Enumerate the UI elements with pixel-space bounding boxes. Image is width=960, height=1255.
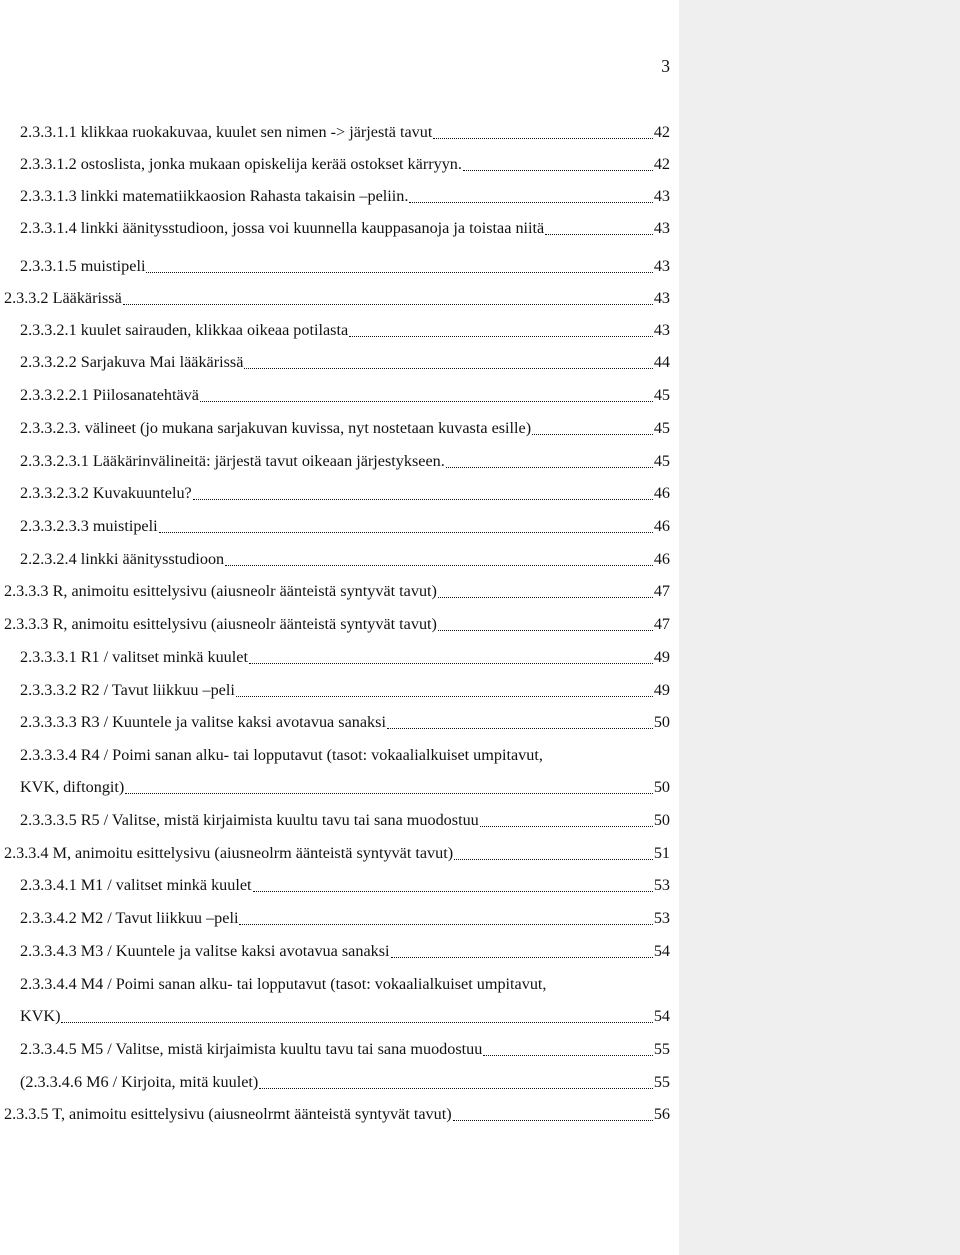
dot-leader xyxy=(236,696,653,697)
toc-entry[interactable] xyxy=(20,254,670,278)
toc-entry[interactable] xyxy=(20,775,670,799)
toc-entry-title: 2.3.3.1.5 muistipeli xyxy=(20,257,146,275)
toc-entry-page: 42 xyxy=(653,155,670,173)
toc-entry[interactable] xyxy=(4,286,670,310)
dot-leader xyxy=(239,924,652,925)
dot-leader xyxy=(454,859,653,860)
dot-leader xyxy=(349,336,653,337)
toc-entry-title: 2.3.3.3.3 R3 / Kuuntele ja valitse kaksi avotavua sanaksi xyxy=(20,713,386,731)
dot-leader xyxy=(249,663,653,664)
toc-entry-page: 46 xyxy=(653,550,670,568)
toc-entry-title: 2.3.3.1.2 ostoslista, jonka mukaan opiskelija kerää ostokset kärryyn. xyxy=(20,155,462,173)
toc-entry-page: 51 xyxy=(653,844,670,862)
dot-leader xyxy=(244,368,652,369)
toc-entry-page: 43 xyxy=(653,321,670,339)
toc-entry[interactable] xyxy=(20,547,670,571)
toc-entry[interactable] xyxy=(20,1004,670,1028)
dot-leader xyxy=(387,728,653,729)
dot-leader xyxy=(483,1055,652,1056)
toc-entry-title: 2.3.3.2.3.1 Lääkärinvälineitä: järjestä tavut oikeaan järjestykseen. xyxy=(20,452,445,470)
toc-entry[interactable] xyxy=(20,808,670,832)
toc-entry[interactable] xyxy=(20,1070,670,1094)
toc-entry-page: 54 xyxy=(653,942,670,960)
dot-leader xyxy=(438,630,653,631)
dot-leader xyxy=(225,565,653,566)
toc-entry-title: 2.3.3.3.1 R1 / valitset minkä kuulet xyxy=(20,648,248,666)
toc-entry-title: 2.3.3.3 R, animoitu esittelysivu (aiusneolr äänteistä syntyvät tavut) xyxy=(4,582,437,600)
toc-entry-title[interactable]: 2.3.3.3.4 R4 / Poimi sanan alku- tai lopputavut (tasot: vokaalialkuiset umpitavut, xyxy=(20,746,543,764)
toc-entry[interactable] xyxy=(20,416,670,440)
toc-entry-page: 44 xyxy=(653,353,670,371)
toc-entry-title[interactable]: 2.3.3.4.4 M4 / Poimi sanan alku- tai lopputavut (tasot: vokaalialkuiset umpitavut, xyxy=(20,975,547,993)
dot-leader xyxy=(193,499,653,500)
toc-entry-title: 2.3.3.4.3 M3 / Kuuntele ja valitse kaksi avotavua sanaksi xyxy=(20,942,390,960)
toc-entry[interactable] xyxy=(20,906,670,930)
toc-entry-title: 2.3.3.4.5 M5 / Valitse, mistä kirjaimista kuultu tavu tai sana muodostuu xyxy=(20,1040,483,1058)
toc-entry[interactable] xyxy=(20,318,670,342)
toc-entry[interactable] xyxy=(20,514,670,538)
toc-entry[interactable] xyxy=(20,383,670,407)
toc-entry-page: 46 xyxy=(653,484,670,502)
toc-entry-page: 43 xyxy=(653,289,670,307)
toc-entry-title: 2.2.3.2.4 linkki äänitysstudioon xyxy=(20,550,225,568)
toc-entry[interactable] xyxy=(4,612,670,636)
toc-entry-title: 2.3.3.2.3. välineet (jo mukana sarjakuvan kuvissa, nyt nostetaan kuvasta esille) xyxy=(20,419,532,437)
toc-entry-page: 55 xyxy=(653,1073,670,1091)
toc-entry-title: 2.3.3.1.4 linkki äänitysstudioon, jossa voi kuunnella kauppasanoja ja toistaa niitä xyxy=(20,219,545,237)
toc-entry-title: 2.3.3.2.1 kuulet sairauden, klikkaa oikeaa potilasta xyxy=(20,321,349,339)
toc-entry-title: 2.3.3.4.2 M2 / Tavut liikkuu –peli xyxy=(20,909,239,927)
toc-entry[interactable] xyxy=(20,152,670,176)
dot-leader xyxy=(125,793,653,794)
dot-leader xyxy=(123,304,653,305)
toc-entry-title: 2.3.3.3.5 R5 / Valitse, mistä kirjaimista kuultu tavu tai sana muodostuu xyxy=(20,811,479,829)
toc-entry-page: 50 xyxy=(653,811,670,829)
toc-entry-page: 43 xyxy=(653,219,670,237)
toc-entry[interactable] xyxy=(4,579,670,603)
dot-leader xyxy=(409,202,652,203)
toc-entry-title-continuation: KVK, diftongit) xyxy=(20,778,125,796)
toc-entry-page: 55 xyxy=(653,1040,670,1058)
toc-entry-title: 2.3.3.1.3 linkki matematiikkaosion Rahasta takaisin –peliin. xyxy=(20,187,409,205)
toc-entry-title: 2.3.3.2.2 Sarjakuva Mai lääkärissä xyxy=(20,353,244,371)
toc-entry[interactable] xyxy=(20,1037,670,1061)
dot-leader xyxy=(146,272,652,273)
toc-entry[interactable] xyxy=(20,350,670,374)
toc-entry[interactable] xyxy=(4,841,670,865)
toc-entry-page: 46 xyxy=(653,517,670,535)
toc-entry-title: (2.3.3.4.6 M6 / Kirjoita, mitä kuulet) xyxy=(20,1073,259,1091)
toc-entry-title: 2.3.3.2.2.1 Piilosanatehtävä xyxy=(20,386,199,404)
dot-leader xyxy=(480,826,653,827)
toc-entry-title: 2.3.3.4.1 M1 / valitset minkä kuulet xyxy=(20,876,252,894)
toc-entry[interactable] xyxy=(4,1102,670,1126)
dot-leader xyxy=(453,1120,653,1121)
toc-entry[interactable] xyxy=(20,216,670,240)
toc-entry-page: 50 xyxy=(653,713,670,731)
toc-entry[interactable] xyxy=(20,939,670,963)
toc-entry-title: 2.3.3.2.3.3 muistipeli xyxy=(20,517,158,535)
toc-entry[interactable] xyxy=(20,678,670,702)
dot-leader xyxy=(446,467,653,468)
toc-entry-page: 50 xyxy=(653,778,670,796)
toc-entry-page: 47 xyxy=(653,582,670,600)
toc-entry[interactable] xyxy=(20,184,670,208)
toc-entry-page: 54 xyxy=(653,1007,670,1025)
toc-entry[interactable] xyxy=(20,645,670,669)
toc-entry-page: 47 xyxy=(653,615,670,633)
toc-entry-title: 2.3.3.3 R, animoitu esittelysivu (aiusneolr äänteistä syntyvät tavut) xyxy=(4,615,437,633)
dot-leader xyxy=(433,138,652,139)
toc-entry-page: 43 xyxy=(653,257,670,275)
dot-leader xyxy=(61,1022,652,1023)
toc-entry-title: 2.3.3.2.3.2 Kuvakuuntelu? xyxy=(20,484,192,502)
comment-margin xyxy=(679,0,960,1255)
toc-entry-page: 45 xyxy=(653,419,670,437)
toc-entry-page: 56 xyxy=(653,1105,670,1123)
dot-leader xyxy=(253,891,653,892)
toc-entry-page: 53 xyxy=(653,876,670,894)
dot-leader xyxy=(159,532,653,533)
toc-entry-page: 42 xyxy=(653,123,670,141)
toc-entry[interactable] xyxy=(20,120,670,144)
dot-leader xyxy=(463,170,653,171)
dot-leader xyxy=(391,957,653,958)
dot-leader xyxy=(438,597,653,598)
dot-leader xyxy=(532,434,653,435)
toc-entry[interactable] xyxy=(20,873,670,897)
toc-entry-title: 2.3.3.2 Lääkärissä xyxy=(4,289,122,307)
toc-entry-page: 53 xyxy=(653,909,670,927)
toc-entry-page: 45 xyxy=(653,452,670,470)
toc-entry-title: 2.3.3.5 T, animoitu esittelysivu (aiusneolrmt äänteistä syntyvät tavut) xyxy=(4,1105,452,1123)
toc-entry[interactable] xyxy=(20,481,670,505)
toc-entry-page: 49 xyxy=(653,681,670,699)
toc-entry-page: 45 xyxy=(653,386,670,404)
page-number: 3 xyxy=(661,56,670,76)
dot-leader xyxy=(259,1088,653,1089)
toc-entry-title: 2.3.3.1.1 klikkaa ruokakuvaa, kuulet sen nimen -> järjestä tavut xyxy=(20,123,433,141)
dot-leader xyxy=(545,234,653,235)
toc-entry-title-continuation: KVK) xyxy=(20,1007,61,1025)
toc-entry[interactable] xyxy=(20,710,670,734)
toc-entry-title: 2.3.3.3.2 R2 / Tavut liikkuu –peli xyxy=(20,681,235,699)
toc-entry[interactable] xyxy=(20,449,670,473)
toc-entry-page: 49 xyxy=(653,648,670,666)
toc-entry-title: 2.3.3.4 M, animoitu esittelysivu (aiusneolrm äänteistä syntyvät tavut) xyxy=(4,844,454,862)
dot-leader xyxy=(200,401,653,402)
toc-entry-page: 43 xyxy=(653,187,670,205)
